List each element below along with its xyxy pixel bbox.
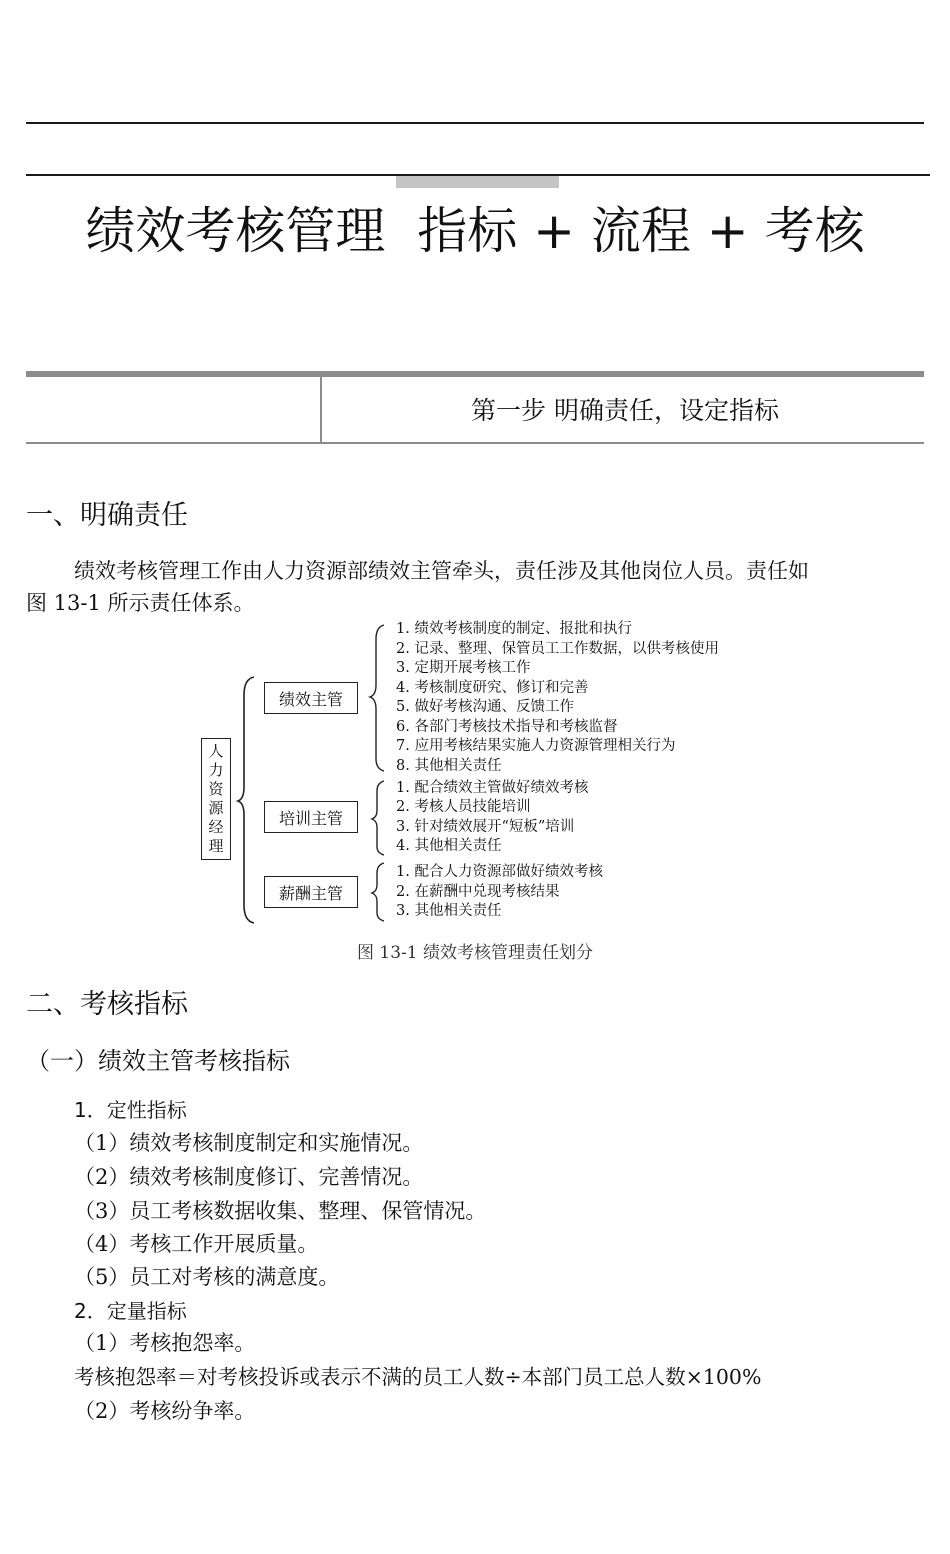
qualitative-item: （4）考核工作开展质量。	[74, 1232, 319, 1256]
role1-brace	[370, 625, 384, 771]
qualitative-item: （1）绩效考核制度制定和实施情况。	[74, 1131, 424, 1155]
duty-item: 7. 应用考核结果实施人力资源管理相关行为	[396, 738, 676, 754]
duty-item: 5. 做好考核沟通、反馈工作	[396, 699, 574, 715]
section1-paragraph-line1: 绩效考核管理工作由人力资源部绩效主管牵头，责任涉及其他岗位人员。责任如	[74, 559, 809, 583]
root-box-char: 力	[208, 761, 224, 779]
role3-brace	[372, 863, 384, 921]
root-brace	[238, 677, 254, 923]
quantitative-formula: 考核抱怨率＝对考核投诉或表示不满的员工人数÷本部门员工总人数×100%	[74, 1365, 762, 1389]
duty-item: 3. 其他相关责任	[396, 903, 502, 919]
duty-item: 3. 定期开展考核工作	[396, 660, 531, 676]
duty-item: 2. 在薪酬中兑现考核结果	[396, 884, 560, 900]
section2-heading: 二、考核指标	[26, 989, 188, 1020]
header-top-rule	[26, 122, 924, 124]
document-title: 绩效考核管理 指标 + 流程 + 考核	[85, 202, 865, 260]
root-box-char: 经	[208, 818, 224, 836]
section2-subheading: （一）绩效主管考核指标	[26, 1047, 290, 1075]
duty-item: 1. 绩效考核制度的制定、报批和执行	[396, 621, 632, 637]
step-banner-bottom-rule	[26, 442, 924, 444]
role2-brace	[372, 781, 384, 855]
duty-item: 2. 记录、整理、保管员工工作数据，以供考核使用	[396, 641, 719, 657]
duty-item: 4. 考核制度研究、修订和完善	[396, 680, 589, 696]
duty-item: 2. 考核人员技能培训	[396, 799, 531, 815]
root-box-hr-manager	[201, 738, 231, 860]
step-banner-divider	[320, 377, 322, 443]
duty-item: 1. 配合绩效主管做好绩效考核	[396, 780, 589, 796]
root-box-char: 资	[208, 780, 224, 798]
quantitative-heading: 2．定量指标	[74, 1299, 187, 1323]
qualitative-item: （3）员工考核数据收集、整理、保管情况。	[74, 1199, 487, 1223]
role-box-training-supervisor: 培训主管	[264, 801, 358, 833]
header-grey-tab	[396, 176, 559, 188]
figure-caption: 图 13-1 绩效考核管理责任划分	[357, 943, 593, 963]
root-box-char: 源	[208, 799, 224, 817]
duty-item: 6. 各部门考核技术指导和考核监督	[396, 719, 618, 735]
section1-paragraph-line2: 图 13-1 所示责任体系。	[26, 591, 255, 615]
step-banner-top-bar	[26, 371, 924, 377]
quantitative-item: （1）考核抱怨率。	[74, 1331, 256, 1355]
duty-item: 8. 其他相关责任	[396, 758, 502, 774]
qualitative-heading: 1．定性指标	[74, 1098, 187, 1122]
duty-item: 3. 针对绩效展开“短板”培训	[396, 819, 575, 835]
root-box-char: 人	[208, 742, 224, 760]
role-box-compensation-supervisor: 薪酬主管	[264, 876, 358, 908]
section1-heading: 一、明确责任	[26, 500, 188, 531]
step-title: 第一步 明确责任，设定指标	[471, 396, 779, 425]
qualitative-item: （2）绩效考核制度修订、完善情况。	[74, 1165, 424, 1189]
duty-item: 1. 配合人力资源部做好绩效考核	[396, 864, 603, 880]
qualitative-item: （5）员工对考核的满意度。	[74, 1265, 340, 1289]
quantitative-item: （2）考核纷争率。	[74, 1399, 256, 1423]
role-box-performance-supervisor: 绩效主管	[264, 682, 358, 714]
root-box-char: 理	[208, 837, 224, 855]
duty-item: 4. 其他相关责任	[396, 838, 502, 854]
